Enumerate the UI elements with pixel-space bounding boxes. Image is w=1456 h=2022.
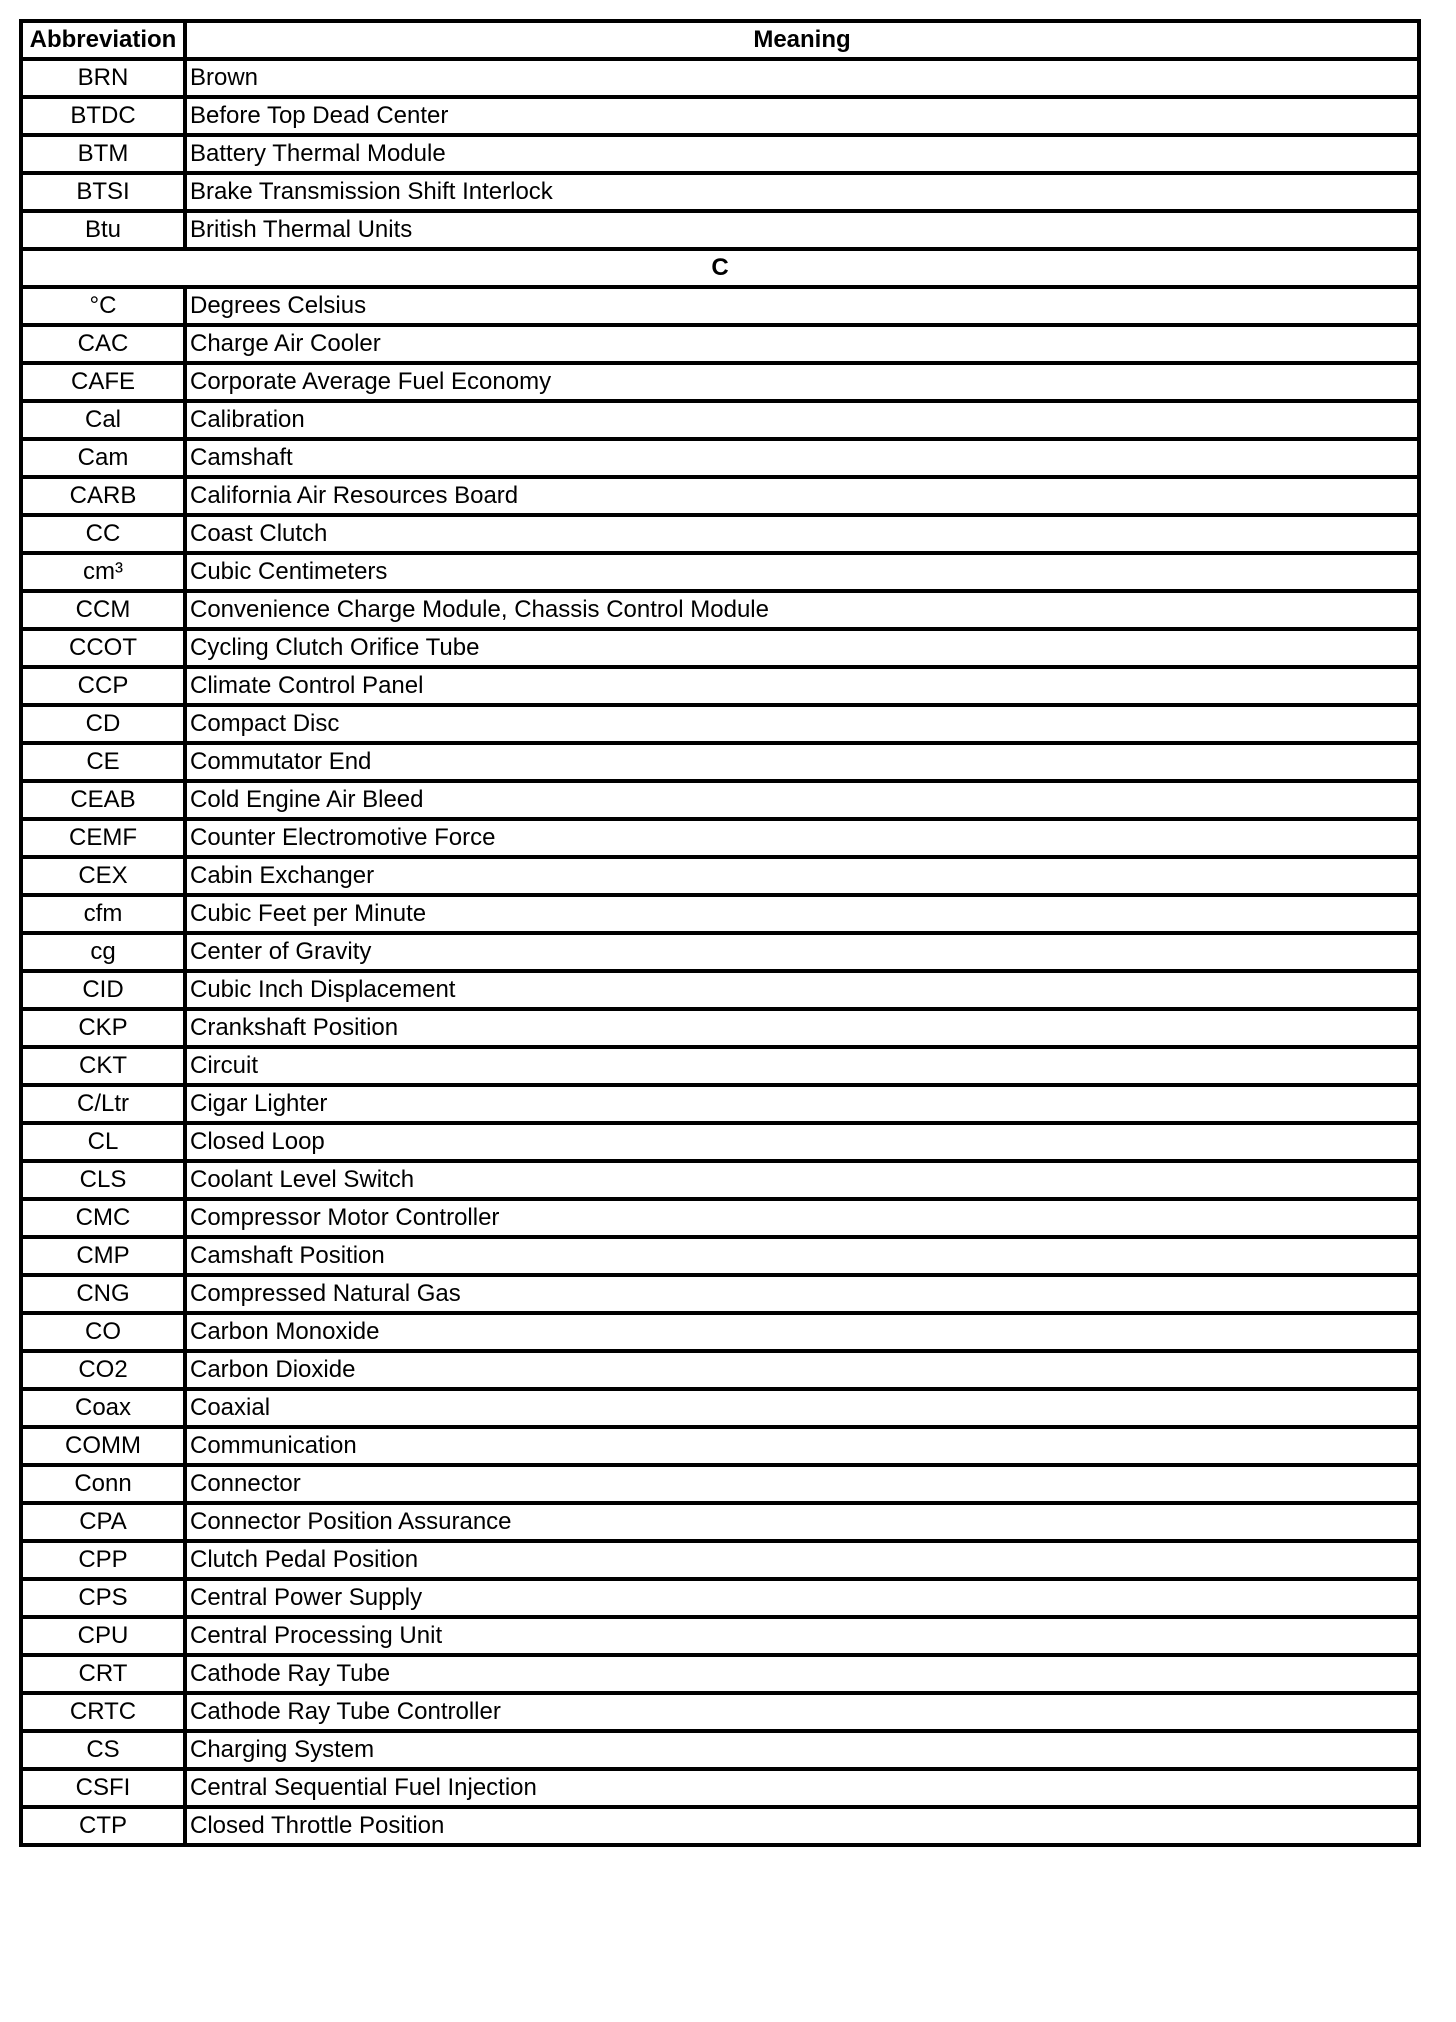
abbreviation-cell: CO2 [21, 1351, 185, 1389]
table-header [21, 21, 1419, 59]
meaning-cell: Cold Engine Air Bleed [185, 781, 1419, 819]
abbreviation-cell: CE [21, 743, 185, 781]
table-row [21, 363, 1419, 401]
abbreviation-cell: CCM [21, 591, 185, 629]
meaning-cell: Carbon Monoxide [185, 1313, 1419, 1351]
abbreviation-cell: CSFI [21, 1769, 185, 1807]
meaning-cell: Cathode Ray Tube Controller [185, 1693, 1419, 1731]
table-row [21, 629, 1419, 667]
abbreviation-cell: CKT [21, 1047, 185, 1085]
table-row [21, 819, 1419, 857]
table-row [21, 1807, 1419, 1845]
table-row [21, 1617, 1419, 1655]
abbreviation-cell: CEX [21, 857, 185, 895]
table-row [21, 1731, 1419, 1769]
meaning-cell: Communication [185, 1427, 1419, 1465]
meaning-cell: Climate Control Panel [185, 667, 1419, 705]
abbreviation-cell: Conn [21, 1465, 185, 1503]
table-row [21, 1655, 1419, 1693]
meaning-cell: Connector [185, 1465, 1419, 1503]
table-row [21, 933, 1419, 971]
meaning-cell: Counter Electromotive Force [185, 819, 1419, 857]
meaning-cell: Charge Air Cooler [185, 325, 1419, 363]
abbreviation-column-header: Abbreviation [21, 21, 185, 59]
table-row [21, 1351, 1419, 1389]
table-row [21, 325, 1419, 363]
table-row [21, 1693, 1419, 1731]
table-row [21, 1047, 1419, 1085]
meaning-cell: Coolant Level Switch [185, 1161, 1419, 1199]
meaning-cell: Battery Thermal Module [185, 135, 1419, 173]
meaning-cell: Cubic Centimeters [185, 553, 1419, 591]
abbreviation-cell: C/Ltr [21, 1085, 185, 1123]
abbreviation-cell: Cal [21, 401, 185, 439]
table-row [21, 1313, 1419, 1351]
abbreviation-cell: cm³ [21, 553, 185, 591]
meaning-cell: Cubic Inch Displacement [185, 971, 1419, 1009]
table-row [21, 211, 1419, 249]
abbreviation-cell: CPP [21, 1541, 185, 1579]
meaning-cell: Cathode Ray Tube [185, 1655, 1419, 1693]
abbreviation-cell: BTDC [21, 97, 185, 135]
abbreviation-cell: CCP [21, 667, 185, 705]
meaning-cell: Before Top Dead Center [185, 97, 1419, 135]
abbreviation-cell: CKP [21, 1009, 185, 1047]
meaning-cell: Compressor Motor Controller [185, 1199, 1419, 1237]
meaning-cell: Convenience Charge Module, Chassis Control Module [185, 591, 1419, 629]
meaning-cell: Closed Throttle Position [185, 1807, 1419, 1845]
table-row [21, 1009, 1419, 1047]
abbreviation-cell: CTP [21, 1807, 185, 1845]
meaning-cell: Coaxial [185, 1389, 1419, 1427]
meaning-cell: Cubic Feet per Minute [185, 895, 1419, 933]
abbreviation-cell: CL [21, 1123, 185, 1161]
table-row [21, 553, 1419, 591]
meaning-cell: Brake Transmission Shift Interlock [185, 173, 1419, 211]
table-row [21, 477, 1419, 515]
meaning-cell: Calibration [185, 401, 1419, 439]
abbreviation-cell: BTSI [21, 173, 185, 211]
table-row [21, 401, 1419, 439]
meaning-cell: Cycling Clutch Orifice Tube [185, 629, 1419, 667]
meaning-cell: Center of Gravity [185, 933, 1419, 971]
abbreviation-cell: CID [21, 971, 185, 1009]
table-row [21, 743, 1419, 781]
table-row [21, 971, 1419, 1009]
meaning-cell: Cigar Lighter [185, 1085, 1419, 1123]
meaning-cell: Central Processing Unit [185, 1617, 1419, 1655]
header-row [21, 21, 1419, 59]
abbreviation-cell: CLS [21, 1161, 185, 1199]
abbreviation-cell: BTM [21, 135, 185, 173]
abbreviation-cell: CRT [21, 1655, 185, 1693]
abbreviation-cell: CS [21, 1731, 185, 1769]
table-row [21, 1503, 1419, 1541]
abbreviation-cell: CRTC [21, 1693, 185, 1731]
abbreviation-cell: CNG [21, 1275, 185, 1313]
abbreviation-cell: CCOT [21, 629, 185, 667]
meaning-cell: Compressed Natural Gas [185, 1275, 1419, 1313]
table-row [21, 1579, 1419, 1617]
meaning-cell: Coast Clutch [185, 515, 1419, 553]
meaning-cell: Central Power Supply [185, 1579, 1419, 1617]
table-row [21, 857, 1419, 895]
abbreviation-cell: CO [21, 1313, 185, 1351]
meaning-cell: Connector Position Assurance [185, 1503, 1419, 1541]
table-row [21, 1275, 1419, 1313]
section-heading: C [21, 249, 1419, 287]
abbreviation-cell: Btu [21, 211, 185, 249]
table-row [21, 97, 1419, 135]
table-row [21, 591, 1419, 629]
meaning-cell: Brown [185, 59, 1419, 97]
table-row [21, 1123, 1419, 1161]
table-row [21, 135, 1419, 173]
abbreviation-cell: CD [21, 705, 185, 743]
abbreviation-cell: °C [21, 287, 185, 325]
table-row [21, 895, 1419, 933]
abbreviation-cell: COMM [21, 1427, 185, 1465]
abbreviation-cell: CEAB [21, 781, 185, 819]
abbreviation-cell: CMC [21, 1199, 185, 1237]
table-row [21, 781, 1419, 819]
meaning-cell: British Thermal Units [185, 211, 1419, 249]
table-row [21, 439, 1419, 477]
abbreviation-cell: CAC [21, 325, 185, 363]
table-row [21, 287, 1419, 325]
abbreviation-cell: CMP [21, 1237, 185, 1275]
meaning-cell: Camshaft Position [185, 1237, 1419, 1275]
meaning-cell: Carbon Dioxide [185, 1351, 1419, 1389]
table-row [21, 1769, 1419, 1807]
meaning-cell: Central Sequential Fuel Injection [185, 1769, 1419, 1807]
meaning-column-header: Meaning [185, 21, 1419, 59]
table-row [21, 1465, 1419, 1503]
meaning-cell: Closed Loop [185, 1123, 1419, 1161]
abbreviation-cell: cfm [21, 895, 185, 933]
abbreviation-cell: BRN [21, 59, 185, 97]
abbreviation-cell: CPS [21, 1579, 185, 1617]
abbreviation-cell: CPU [21, 1617, 185, 1655]
table-row [21, 1427, 1419, 1465]
meaning-cell: Clutch Pedal Position [185, 1541, 1419, 1579]
abbreviation-cell: CAFE [21, 363, 185, 401]
table-row [21, 59, 1419, 97]
abbreviation-cell: cg [21, 933, 185, 971]
table-body [21, 59, 1419, 1845]
abbreviation-cell: CPA [21, 1503, 185, 1541]
meaning-cell: Commutator End [185, 743, 1419, 781]
table-row [21, 515, 1419, 553]
meaning-cell: California Air Resources Board [185, 477, 1419, 515]
table-row [21, 173, 1419, 211]
meaning-cell: Cabin Exchanger [185, 857, 1419, 895]
table-row [21, 1199, 1419, 1237]
table-row [21, 1389, 1419, 1427]
meaning-cell: Charging System [185, 1731, 1419, 1769]
section-row [21, 249, 1419, 287]
table-row [21, 1237, 1419, 1275]
meaning-cell: Corporate Average Fuel Economy [185, 363, 1419, 401]
abbreviation-cell: Cam [21, 439, 185, 477]
table-row [21, 1085, 1419, 1123]
abbreviation-cell: CC [21, 515, 185, 553]
table-row [21, 667, 1419, 705]
abbreviation-cell: CEMF [21, 819, 185, 857]
table-row [21, 705, 1419, 743]
table-row [21, 1161, 1419, 1199]
meaning-cell: Camshaft [185, 439, 1419, 477]
abbreviation-cell: CARB [21, 477, 185, 515]
abbreviation-cell: Coax [21, 1389, 185, 1427]
meaning-cell: Compact Disc [185, 705, 1419, 743]
meaning-cell: Degrees Celsius [185, 287, 1419, 325]
meaning-cell: Circuit [185, 1047, 1419, 1085]
table-row [21, 1541, 1419, 1579]
meaning-cell: Crankshaft Position [185, 1009, 1419, 1047]
abbreviation-table [19, 19, 1421, 1847]
